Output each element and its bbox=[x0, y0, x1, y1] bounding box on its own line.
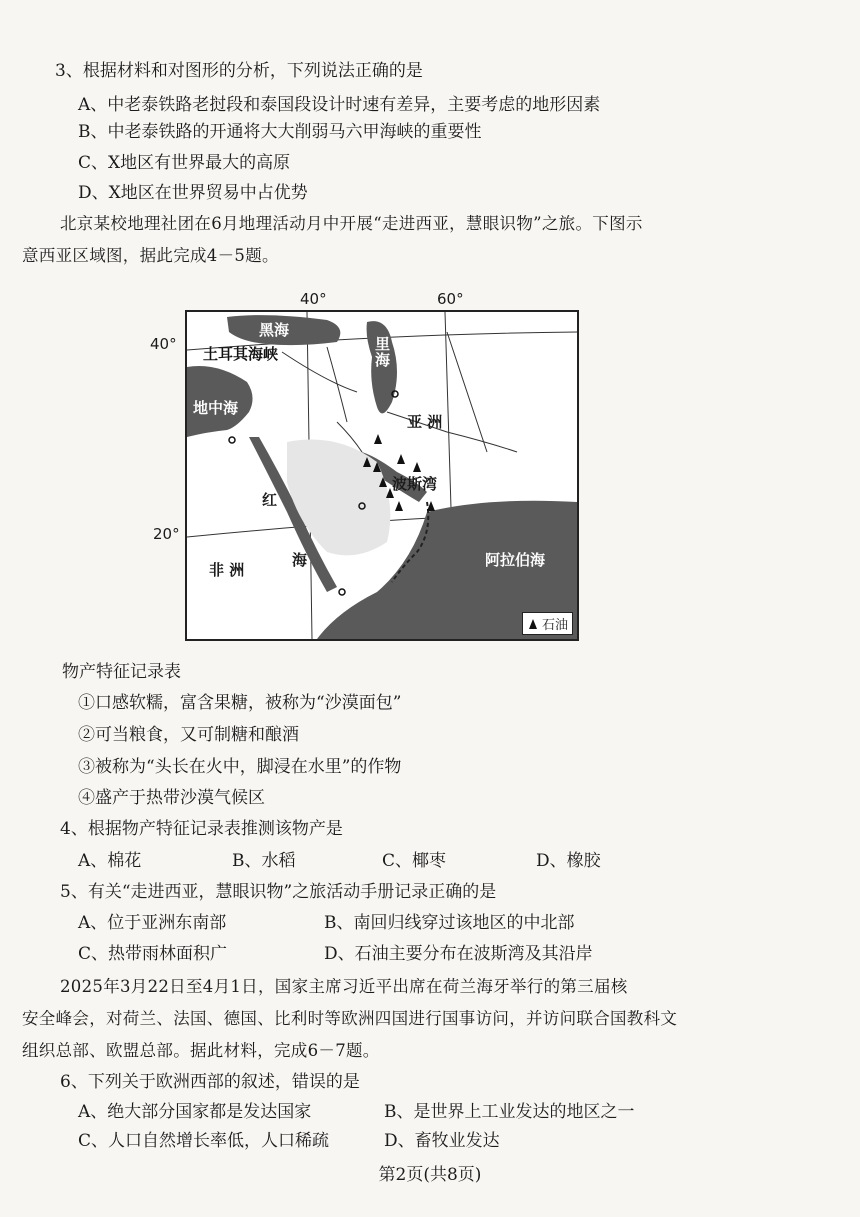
q4-option-b: B、水稻 bbox=[232, 851, 296, 871]
record-item-3: ③被称为“头长在火中，脚浸在水里”的作物 bbox=[78, 757, 402, 777]
q3-option-c: C、X地区有世界最大的高原 bbox=[78, 153, 291, 173]
intro-europe-line2: 安全峰会，对荷兰、法国、德国、比利时等欧洲四国进行国事访问，并访问联合国教科文 bbox=[22, 1009, 678, 1028]
page-footer: 第2页(共8页) bbox=[378, 1165, 482, 1185]
q3-option-b: B、中老泰铁路的开通将大大削弱马六甲海峡的重要性 bbox=[78, 122, 482, 142]
map-lon-40: 40° bbox=[300, 290, 327, 308]
intro-west-asia-line1: 北京某校地理社团在6月地理活动月中开展“走进西亚，慧眼识物”之旅。下图示 bbox=[60, 214, 643, 233]
q5-option-d: D、石油主要分布在波斯湾及其沿岸 bbox=[324, 944, 593, 964]
q6-option-c: C、人口自然增长率低，人口稀疏 bbox=[78, 1131, 330, 1151]
q4-option-a: A、棉花 bbox=[78, 851, 142, 871]
label-africa: 非 洲 bbox=[209, 561, 245, 579]
q3-option-a: A、中老泰铁路老挝段和泰国段设计时速有差异，主要考虑的地形因素 bbox=[78, 95, 601, 115]
label-persian-gulf: 波斯湾 bbox=[392, 475, 438, 493]
map-legend bbox=[522, 612, 573, 635]
map-lon-60: 60° bbox=[437, 290, 464, 308]
label-arabian-sea: 阿拉伯海 bbox=[485, 551, 546, 569]
west-asia-map bbox=[185, 310, 579, 641]
q4-option-c: C、椰枣 bbox=[382, 851, 447, 871]
intro-europe-line1: 2025年3月22日至4月1日，国家主席习近平出席在荷兰海牙举行的第三届核 bbox=[60, 977, 628, 996]
intro-europe-line3: 组织总部、欧盟总部。据此材料，完成6－7题。 bbox=[22, 1041, 380, 1060]
legend-oil-label: 石油 bbox=[541, 618, 568, 633]
record-title: 物产特征记录表 bbox=[62, 662, 181, 682]
label-caspian-sea: 里 海 bbox=[375, 335, 391, 369]
map-lat-20: 20° bbox=[153, 525, 180, 543]
oil-derrick-icon bbox=[527, 618, 539, 630]
q6-option-b: B、是世界上工业发达的地区之一 bbox=[384, 1102, 635, 1122]
q3-stem: 3、根据材料和对图形的分析，下列说法正确的是 bbox=[55, 61, 423, 81]
q3-option-d: D、X地区在世界贸易中占优势 bbox=[78, 183, 308, 203]
intro-west-asia-line2: 意西亚区域图，据此完成4－5题。 bbox=[22, 246, 279, 265]
label-red-sea-2: 海 bbox=[292, 551, 308, 569]
record-item-1: ①口感软糯，富含果糖，被称为“沙漠面包” bbox=[78, 693, 402, 713]
q4-stem: 4、根据物产特征记录表推测该物产是 bbox=[60, 819, 343, 839]
q6-stem: 6、下列关于欧洲西部的叙述，错误的是 bbox=[60, 1072, 360, 1092]
q5-option-a: A、位于亚洲东南部 bbox=[78, 913, 227, 933]
record-item-2: ②可当粮食，又可制糖和酿酒 bbox=[78, 725, 299, 745]
label-turkish-straits: 土耳其海峡 bbox=[203, 345, 279, 363]
record-item-4: ④盛产于热带沙漠气候区 bbox=[78, 788, 265, 808]
label-black-sea: 黑海 bbox=[259, 321, 290, 339]
q5-option-c: C、热带雨林面积广 bbox=[78, 944, 228, 964]
label-red-sea-1: 红 bbox=[262, 491, 278, 509]
q5-stem: 5、有关“走进西亚，慧眼识物”之旅活动手册记录正确的是 bbox=[60, 882, 497, 902]
map-lat-40: 40° bbox=[150, 335, 177, 353]
q6-option-d: D、畜牧业发达 bbox=[384, 1131, 500, 1151]
label-asia: 亚 洲 bbox=[407, 413, 443, 431]
q4-option-d: D、橡胶 bbox=[536, 851, 601, 871]
label-mediterranean: 地中海 bbox=[193, 399, 239, 417]
q5-option-b: B、南回归线穿过该地区的中北部 bbox=[324, 913, 575, 933]
q6-option-a: A、绝大部分国家都是发达国家 bbox=[78, 1102, 312, 1122]
